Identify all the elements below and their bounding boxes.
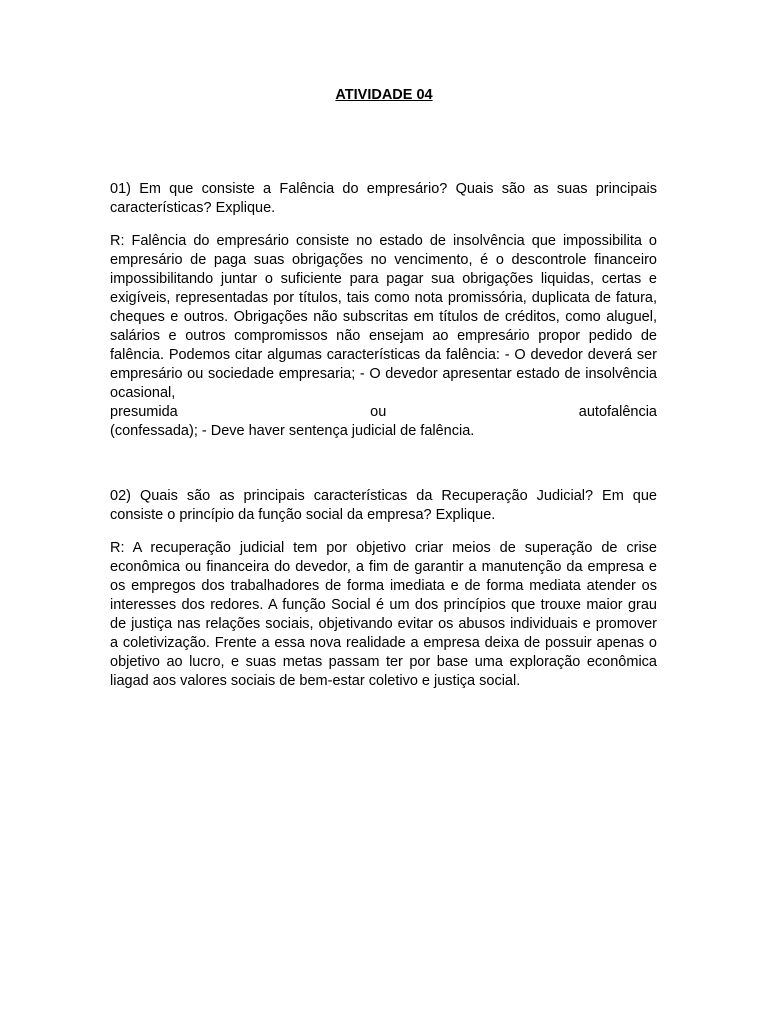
answer-1-text: R: Falência do empresário consiste no estado de insolvência que impossibilita o empresário de paga suas obrigações no vencimento, é o descontrole financeiro impossibilitando juntar o suficiente para pagar sua obrigações liquidas, certas e exigíveis, representadas por títulos, tais como nota promissória, duplicata de fatura, cheques e outros. Obrigações não subscritas em títulos de créditos, como aluguel, salários e outros compromissos não ensejam ao empresário propor pedido de falência. Podemos citar algumas características da falência: - O devedor deverá ser empresário ou sociedade empresaria; - O devedor apresentar estado de insolvência ocasional, [110, 233, 657, 401]
answer-2-text: R: A recuperação judicial tem por objetivo criar meios de superação de crise econômica ou financeira do devedor, a fim de garantir a manutenção da empresa e os empregos dos trabalhadores de forma imediata e de forma mediata atender os interesses dos redores. A função Social é um dos princípios que trouxe maior grau de justiça nas relações sociais, objetivando evitar os abusos individuais e promover a coletivização. Frente a essa nova realidade a empresa deixa de possuir apenas o objetivo ao lucro, e suas metas passam ter por base uma exploração econômica liagad aos valores sociais de bem-estar coletivo e justiça social. [110, 540, 657, 689]
answer-1-last-line: (confessada); - Deve haver sentença judicial de falência. [110, 423, 475, 439]
answer-1-tail-line: presumida ou autofalência [110, 404, 657, 420]
question-1 [110, 180, 657, 218]
answer-2 [110, 539, 657, 691]
answer-1 [110, 232, 657, 441]
question-2-text: 02) Quais são as principais características da Recuperação Judicial? Em que consiste o princípio da função social da empresa? Explique. [110, 488, 657, 523]
question-1-text: 01) Em que consiste a Falência do empresário? Quais são as suas principais características? Explique. [110, 181, 657, 216]
document-title: ATIVIDADE 04 [335, 87, 433, 103]
question-2 [110, 487, 657, 525]
